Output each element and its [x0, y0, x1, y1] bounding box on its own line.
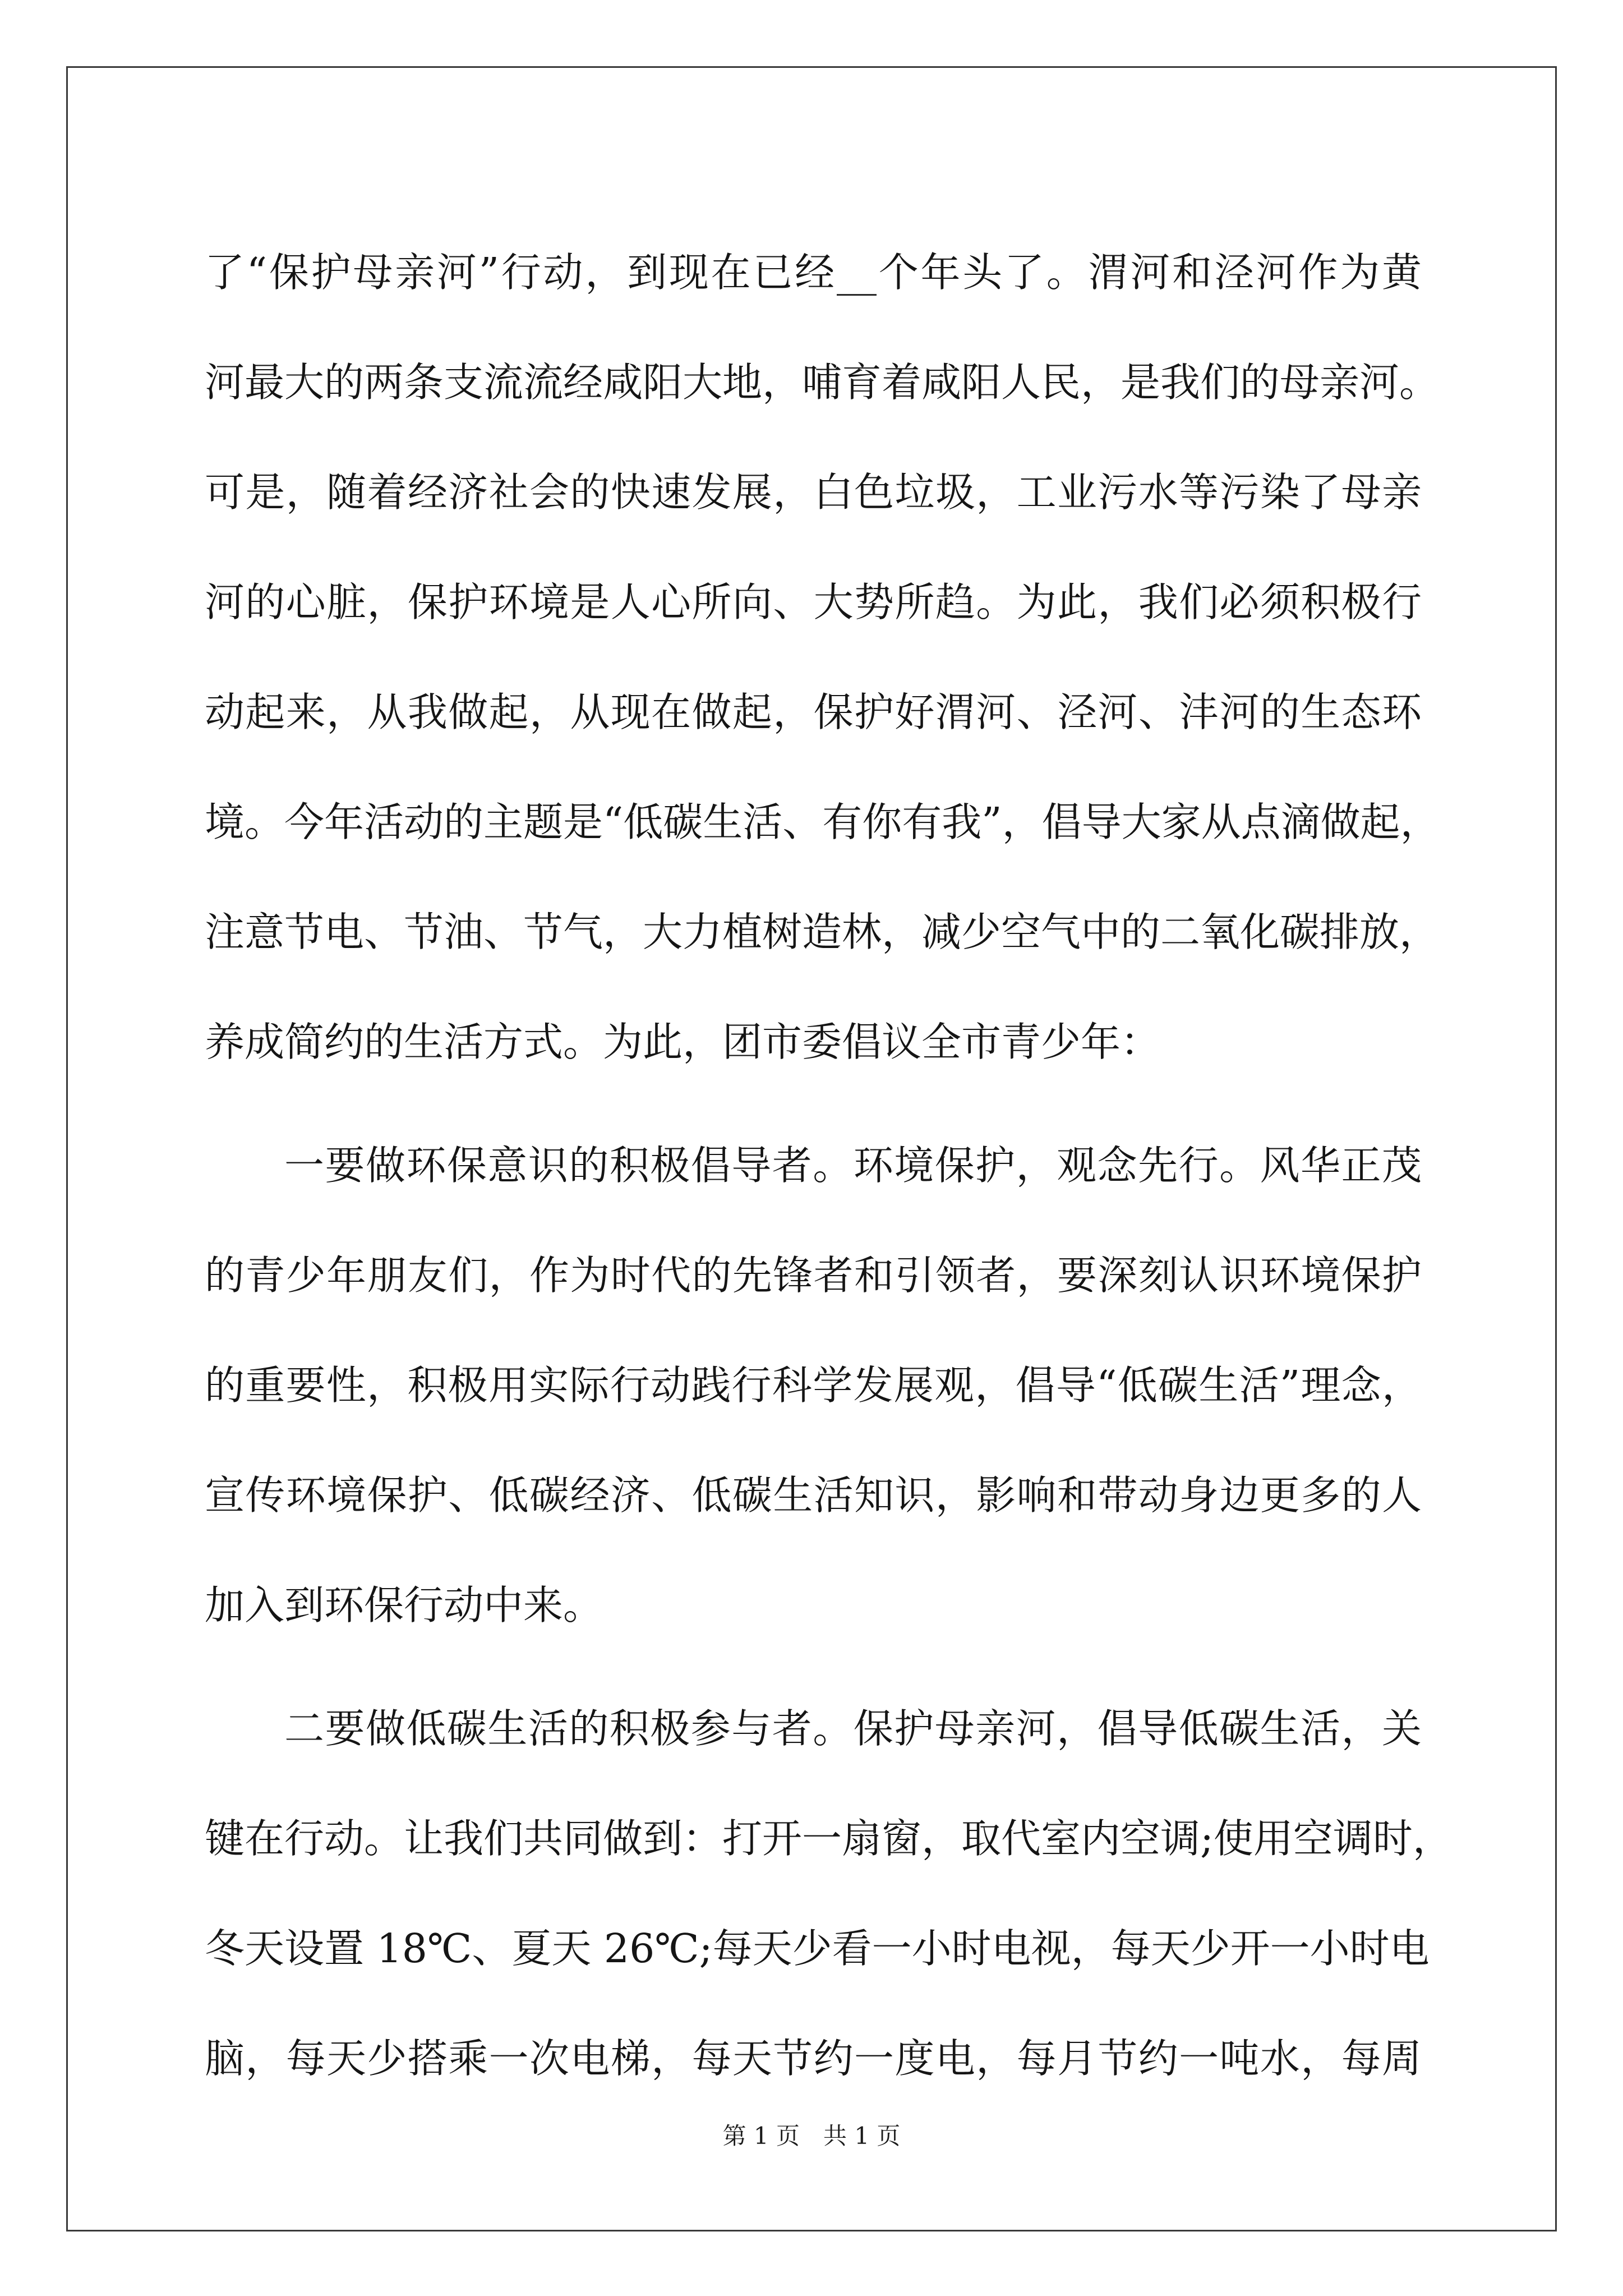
text-line: 宣传环境保护、低碳经济、低碳生活知识，影响和带动身边更多的人 — [205, 1472, 1422, 1519]
text-line: 脑，每天少搭乘一次电梯，每天节约一度电，每月节约一吨水，每周 — [205, 2035, 1422, 2082]
document-body — [205, 218, 1453, 2114]
text-line: 键在行动。让我们共同做到：打开一扇窗，取代室内空调;使用空调时， — [205, 1815, 1453, 1862]
text-line: 河的心脏，保护环境是人心所向、大势所趋。为此，我们必须积极行 — [205, 579, 1422, 625]
text-line: 养成简约的生活方式。为此，团市委倡议全市青少年： — [205, 1019, 1161, 1065]
page-footer: 第 1 页 共 1 页 — [722, 2122, 901, 2150]
text-line: 境。今年活动的主题是“低碳生活、有你有我”，倡导大家从点滴做起， — [205, 799, 1440, 845]
text-line: 可是，随着经济社会的快速发展，白色垃圾，工业污水等污染了母亲 — [205, 469, 1422, 516]
text-line: 了“保护母亲河”行动，到现在已经__个年头了。渭河和泾河作为黄 — [205, 249, 1422, 296]
text-line: 动起来，从我做起，从现在做起，保护好渭河、泾河、沣河的生态环 — [205, 689, 1422, 735]
text-line: 加入到环保行动中来。 — [205, 1582, 603, 1628]
text-line: 河最大的两条支流流经咸阳大地，哺育着咸阳人民，是我们的母亲河。 — [205, 359, 1440, 406]
text-line: 的青少年朋友们，作为时代的先锋者和引领者，要深刻认识环境保护 — [205, 1252, 1422, 1299]
text-line: 冬天设置 18℃、夏天 26℃;每天少看一小时电视，每天少开一小时电 — [205, 1925, 1430, 1972]
text-line: 注意节电、节油、节气，大力植树造林，减少空气中的二氧化碳排放， — [205, 909, 1440, 955]
paragraph-first-line: 一要做环保意识的积极倡导者。环境保护，观念先行。风华正茂 — [284, 1142, 1422, 1189]
paragraph-first-line: 二要做低碳生活的积极参与者。保护母亲河，倡导低碳生活，关 — [284, 1705, 1422, 1752]
text-line: 的重要性，积极用实际行动践行科学发展观，倡导“低碳生活”理念， — [205, 1362, 1422, 1409]
